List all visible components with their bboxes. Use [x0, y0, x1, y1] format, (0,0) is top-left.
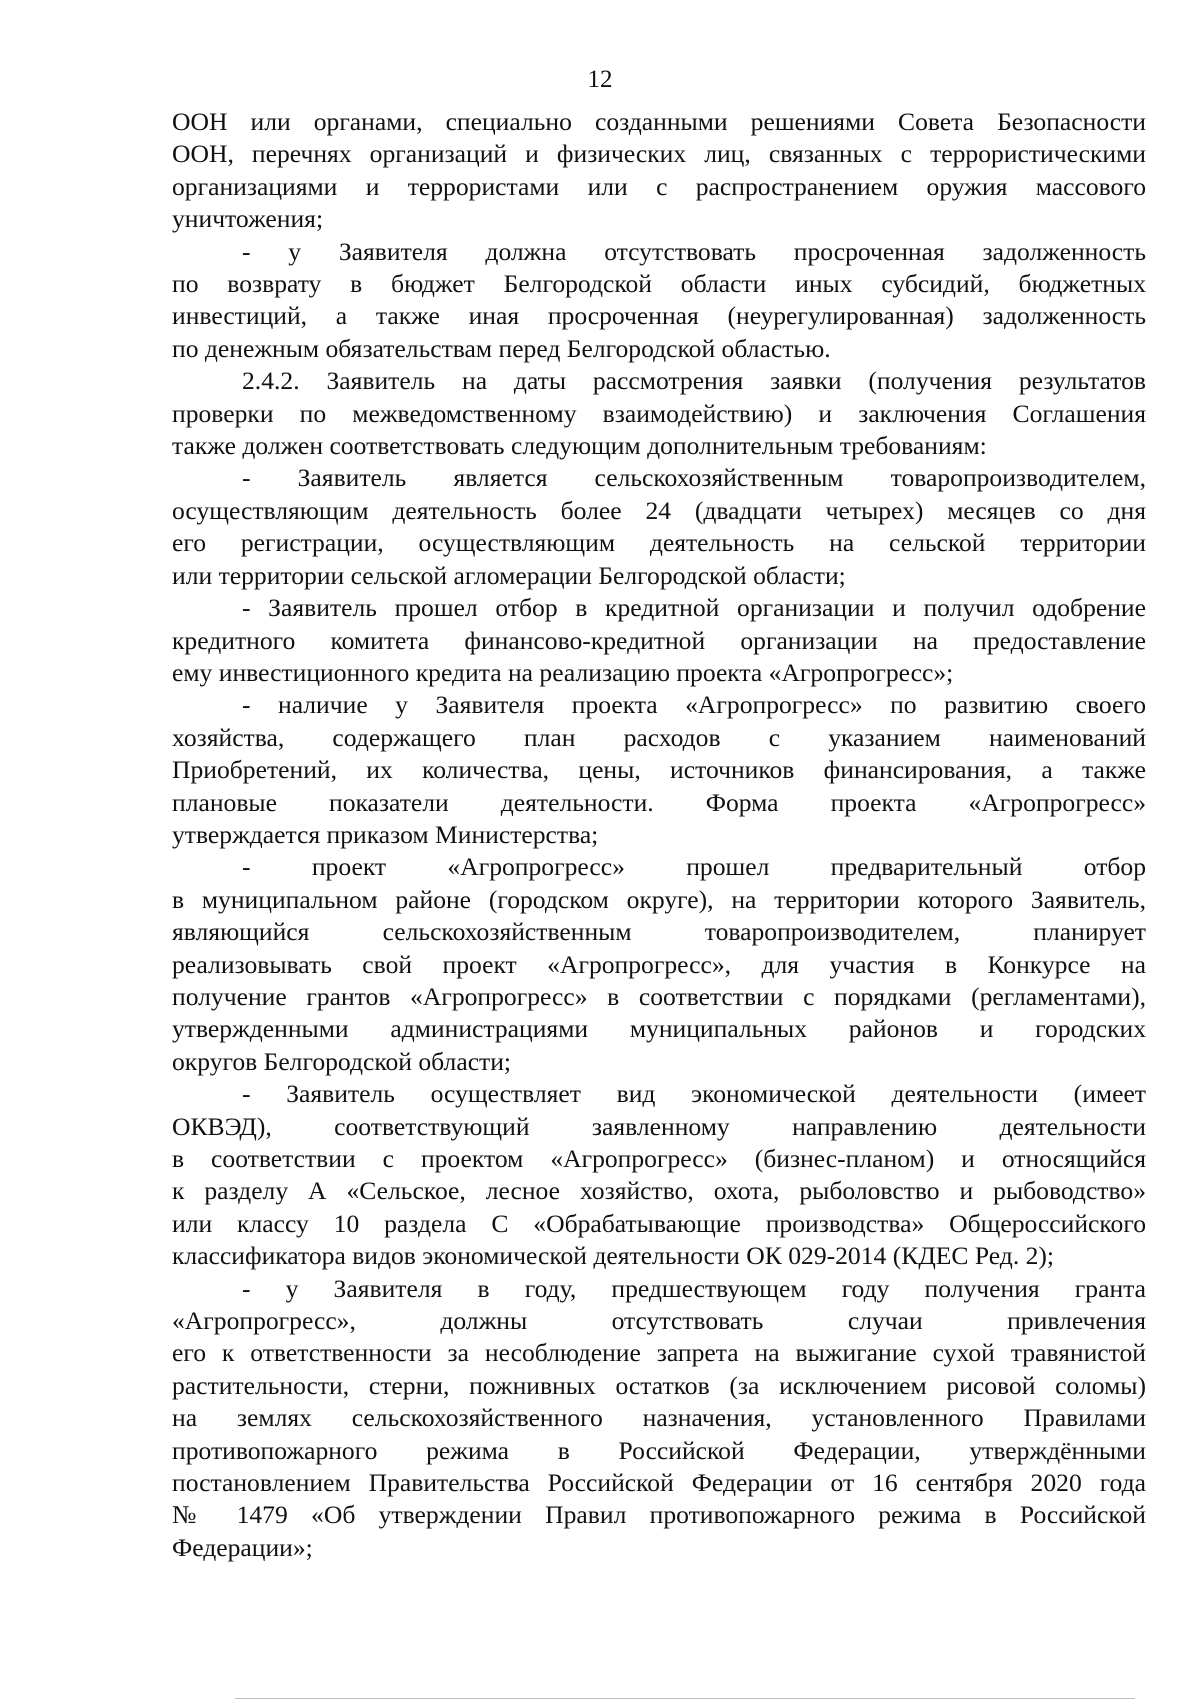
- text-line: получение грантов «Агропрогресс» в соответствии с порядками (регламентами),: [172, 981, 1146, 1011]
- text-line: его к ответственности за несоблюдение запрета на выжигание сухой травянистой: [172, 1338, 1146, 1368]
- text-line: - Заявитель является сельскохозяйственным товаропроизводителем,: [242, 463, 1146, 493]
- text-line: по денежным обязательствам перед Белгородской областью.: [172, 333, 831, 363]
- document-body: [172, 106, 1146, 1564]
- text-line: кредитного комитета финансово-кредитной организации на предоставление: [172, 625, 1146, 655]
- text-line: - проект «Агропрогресс» прошел предварительный отбор: [242, 852, 1146, 882]
- text-line: по возврату в бюджет Белгородской области иных субсидий, бюджетных: [172, 269, 1146, 299]
- text-line: являющийся сельскохозяйственным товаропроизводителем, планирует: [172, 917, 1146, 947]
- text-line: ООН, перечнях организаций и физических лиц, связанных с террористическими: [172, 139, 1146, 169]
- text-line: или территории сельской агломерации Белгородской области;: [172, 560, 846, 590]
- text-line: в соответствии с проектом «Агропрогресс» (бизнес-планом) и относящийся: [172, 1144, 1146, 1173]
- paragraph: [172, 851, 1146, 1078]
- text-line: 2.4.2. Заявитель на даты рассмотрения заявки (получения результатов: [242, 366, 1146, 396]
- scan-artifact-line: [235, 1698, 1135, 1699]
- text-line: проверки по межведомственному взаимодействию) и заключения Соглашения: [172, 398, 1146, 428]
- text-line: к разделу А «Сельское, лесное хозяйство, охота, рыболовство и рыбоводство»: [172, 1176, 1146, 1206]
- text-line: хозяйства, содержащего план расходов с указанием наименований: [172, 722, 1146, 752]
- text-line: организациями и террористами или с распространением оружия массового: [172, 171, 1146, 201]
- paragraph: [172, 689, 1146, 851]
- text-line: уничтожения;: [172, 204, 324, 234]
- text-line: утвержденными администрациями муниципальных районов и городских: [172, 1014, 1146, 1044]
- text-line: ООН или органами, специально созданными решениями Совета Безопасности: [172, 107, 1146, 136]
- text-line: на землях сельскохозяйственного назначения, установленного Правилами: [172, 1403, 1146, 1433]
- text-line: округов Белгородской области;: [172, 1046, 512, 1076]
- text-line: его регистрации, осуществляющим деятельность на сельской территории: [172, 528, 1146, 558]
- text-line: плановые показатели деятельности. Форма проекта «Агропрогресс»: [172, 787, 1146, 817]
- text-line: постановлением Правительства Российской Федерации от 16 сентября 2020 года: [172, 1468, 1146, 1498]
- text-line: ему инвестиционного кредита на реализацию проекта «Агропрогресс»;: [172, 657, 954, 687]
- text-line: утверждается приказом Министерства;: [172, 819, 599, 849]
- text-line: осуществляющим деятельность более 24 (двадцати четырех) месяцев со дня: [172, 495, 1146, 525]
- text-line: Приобретений, их количества, цены, источников финансирования, а также: [172, 755, 1146, 785]
- text-line: № 1479 «Об утверждении Правил противопожарного режима в Российской: [172, 1500, 1146, 1530]
- text-line: ОКВЭД), соответствующий заявленному направлению деятельности: [172, 1111, 1146, 1141]
- paragraph: [172, 1078, 1146, 1272]
- paragraph: [172, 462, 1146, 592]
- text-line: инвестиций, а также иная просроченная (неурегулированная) задолженность: [172, 301, 1146, 331]
- page-number: 12: [587, 66, 613, 93]
- paragraph: [172, 365, 1146, 462]
- text-line: классификатора видов экономической деятельности ОК 029-2014 (КДЕС Ред. 2);: [172, 1241, 1055, 1271]
- paragraph: [172, 1273, 1146, 1565]
- text-line: - у Заявителя должна отсутствовать просроченная задолженность: [242, 236, 1146, 266]
- text-line: также должен соответствовать следующим дополнительным требованиям:: [172, 431, 987, 461]
- text-line: в муниципальном районе (городском округе), на территории которого Заявитель,: [172, 884, 1146, 914]
- text-line: противопожарного режима в Российской Федерации, утверждёнными: [172, 1435, 1146, 1465]
- text-line: реализовывать свой проект «Агропрогресс», для участия в Конкурсе на: [172, 949, 1146, 979]
- paragraph: [172, 592, 1146, 689]
- paragraph: [172, 106, 1146, 236]
- text-line: - наличие у Заявителя проекта «Агропрогресс» по развитию своего: [242, 690, 1146, 720]
- text-line: или классу 10 раздела С «Обрабатывающие производства» Общероссийского: [172, 1208, 1146, 1238]
- text-line: - у Заявителя в году, предшествующем году получения гранта: [242, 1273, 1146, 1303]
- text-line: Федерации»;: [172, 1532, 313, 1562]
- text-line: - Заявитель прошел отбор в кредитной организации и получил одобрение: [242, 593, 1146, 623]
- text-line: растительности, стерни, пожнивных остатков (за исключением рисовой соломы): [172, 1370, 1146, 1400]
- paragraph: [172, 236, 1146, 366]
- text-line: «Агропрогресс», должны отсутствовать случаи привлечения: [172, 1306, 1146, 1336]
- text-line: - Заявитель осуществляет вид экономической деятельности (имеет: [242, 1079, 1146, 1109]
